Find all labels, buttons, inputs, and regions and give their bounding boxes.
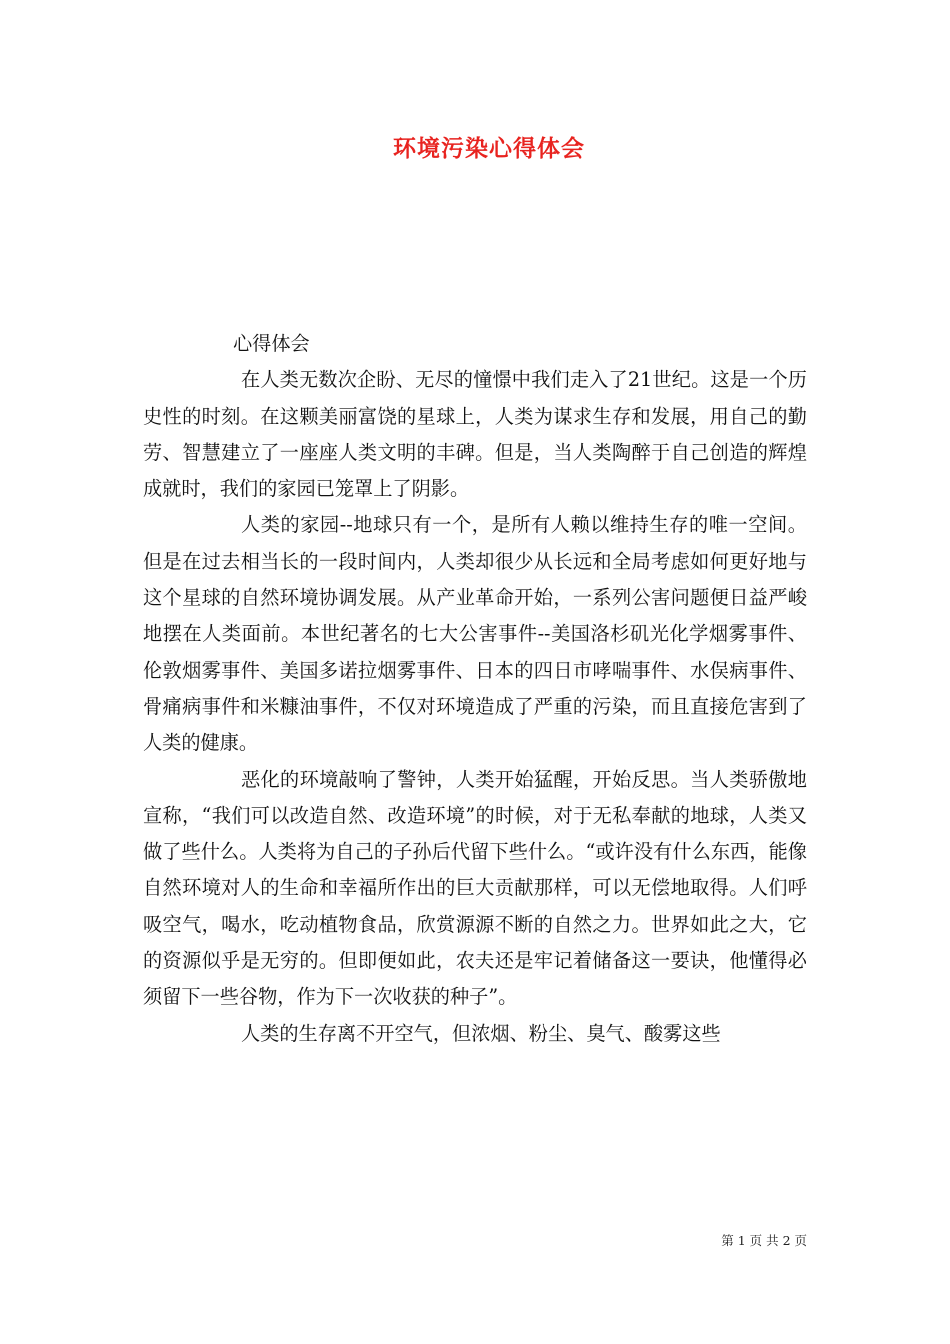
document-body (143, 326, 807, 1052)
section-heading: 心得体会 (233, 332, 310, 355)
paragraph-1: 在人类无数次企盼、无尽的憧憬中我们走入了21世纪。这是一个历史性的时刻。在这颗美丽富饶的星球上，人类为谋求生存和发展，用自己的勤劳、智慧建立了一座座人类文明的丰碑。但是，当人类陶醉于自己创造的辉煌成就时，我们的家园已笼罩上了阴影。 (143, 368, 807, 501)
paragraph-2: 人类的家园--地球只有一个，是所有人赖以维持生存的唯一空间。但是在过去相当长的一段时间内，人类却很少从长远和全局考虑如何更好地与这个星球的自然环境协调发展。从产业革命开始，一系列公害问题便日益严峻地摆在人类面前。本世纪著名的七大公害事件--美国洛杉矶光化学烟雾事件、伦敦烟雾事件、美国多诺拉烟雾事件、日本的四日市哮喘事件、水俣病事件、骨痛病事件和米糠油事件，不仅对环境造成了严重的污染，而且直接危害到了人类的健康。 (143, 513, 807, 755)
document-title (0, 133, 950, 165)
paragraph-3: 恶化的环境敲响了警钟，人类开始猛醒，开始反思。当人类骄傲地宣称，“我们可以改造自然、改造环境”的时候，对于无私奉献的地球，人类又做了些什么。人类将为自己的子孙后代留下些什么。“或许没有什么东西，能像自然环境对人的生命和幸福所作出的巨大贡献那样，可以无偿地取得。人们呼吸空气，喝水，吃动植物食品，欣赏源源不断的自然之力。世界如此之大，它的资源似乎是无穷的。但即便如此，农夫还是牢记着储备这一要诀，他懂得必须留下一些谷物，作为下一次收获的种子”。 (143, 767, 807, 1009)
document-title-text: 环境污染心得体会 (393, 135, 585, 162)
paragraph-4: 人类的生存离不开空气，但浓烟、粉尘、臭气、酸雾这些 (241, 1021, 721, 1045)
page-number-footer: 第 1 页 共 2 页 (721, 1233, 807, 1248)
